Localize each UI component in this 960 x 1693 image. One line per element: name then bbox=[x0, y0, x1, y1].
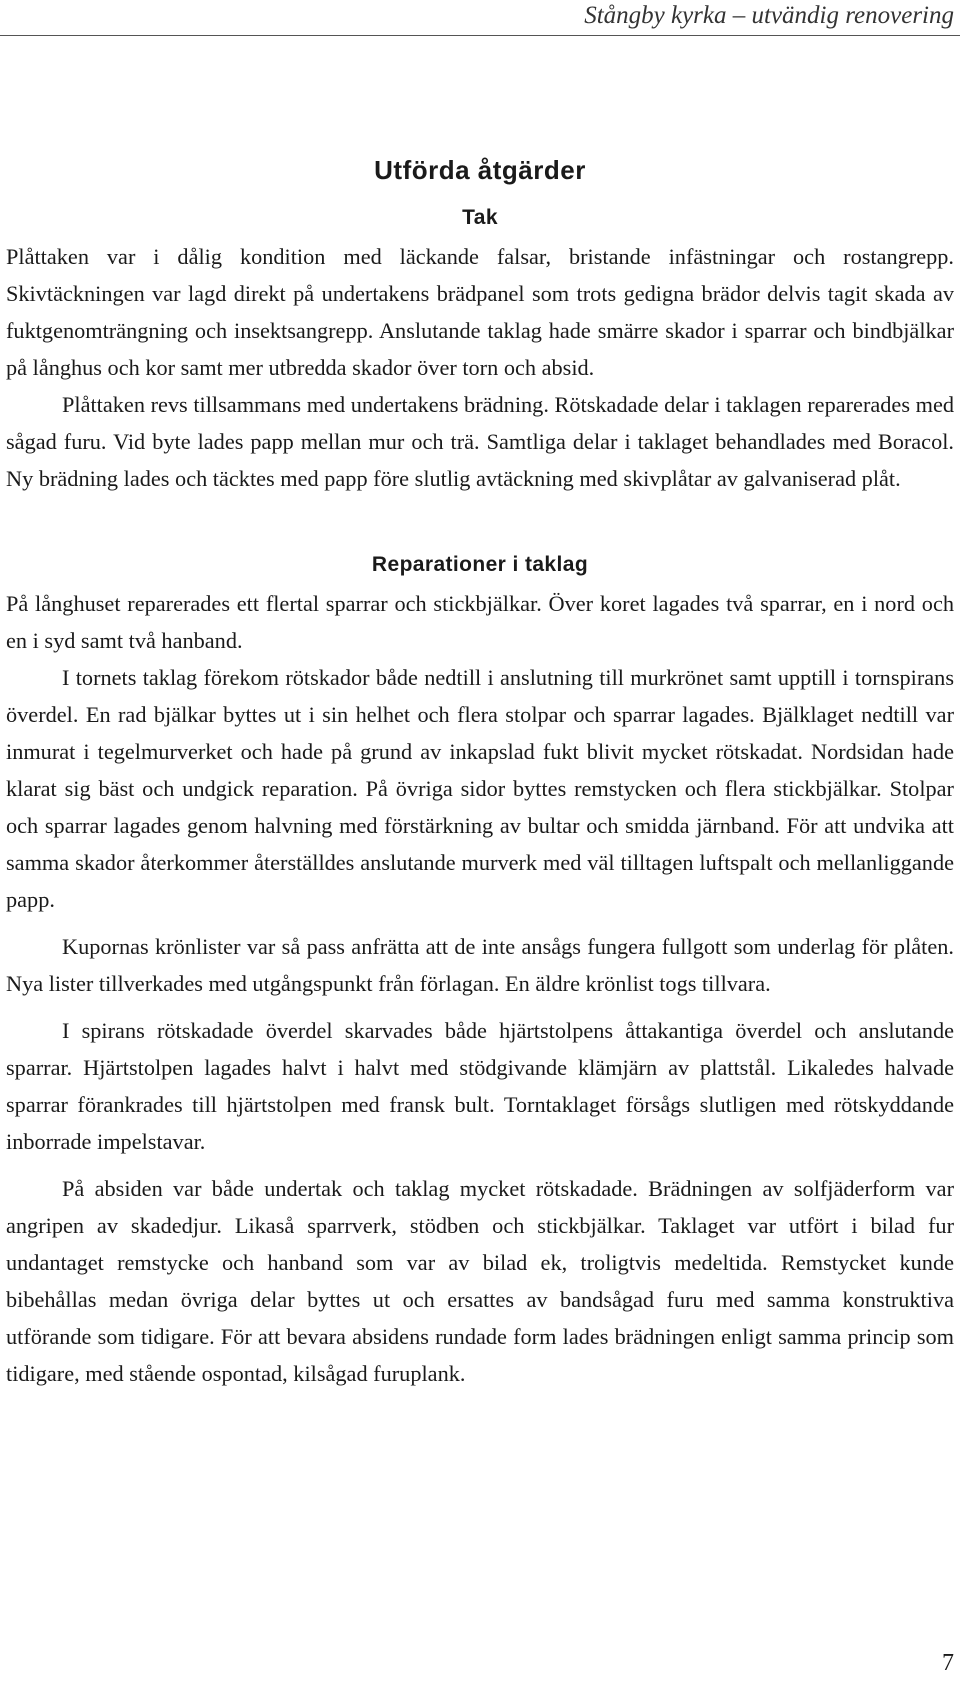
document-body bbox=[6, 150, 954, 1392]
page-title: Utförda åtgärder bbox=[374, 155, 586, 185]
paragraph: Kupornas krönlister var så pass anfrätta att de inte ansågs fungera fullgott som underlag för plåten. Nya lister tillverkades med utgångspunkt från förlagan. En äldre krönlist togs tillvara. bbox=[6, 934, 954, 996]
paragraph: På långhuset reparerades ett flertal sparrar och stickbjälkar. Över koret lagades två sparrar, en i nord och en i syd samt två hanband. bbox=[6, 591, 954, 653]
paragraph: I spirans rötskadade överdel skarvades både hjärtstolpens åttakantiga överdel och anslutande sparrar. Hjärtstolpen lagades halvt i halvt med stödgivande klämjärn av plattstål. Likaledes halvade sparrar förankrades till hjärtstolpen med fransk bult. Torntaklaget försågs slutligen med rötskyddande inborrade impelstavar. bbox=[6, 1018, 954, 1154]
paragraph: Plåttaken revs tillsammans med undertakens brädning. Rötskadade delar i taklagen reparerades med sågad furu. Vid byte lades papp mellan mur och trä. Samtliga delar i taklaget behandlades med Boracol. Ny brädning lades och täcktes med papp före slutlig avtäckning med skivplåtar av galvaniserad plåt. bbox=[6, 392, 954, 491]
section-tak bbox=[6, 204, 954, 497]
paragraph: Plåttaken var i dålig kondition med läckande falsar, bristande infästningar och rostangrepp. Skivtäckningen var lagd direkt på undertakens brädpanel som trots gedigna brädor delvis tagit skada av fuktgenomträngning och insektsangrepp. Anslutande taklag hade smärre skador i sparrar och bindbjälkar på långhus och kor samt mer utbredda skador över torn och absid. bbox=[6, 244, 954, 380]
section-reparationer-i-taklag bbox=[6, 551, 954, 1392]
paragraph: I tornets taklag förekom rötskador både nedtill i anslutning till murkrönet samt upptill i tornspirans överdel. En rad bjälkar byttes ut i sin helhet och flera stolpar och sparrar lagades. Bjälklaget nedtill var inmurat i tegelmurverket och hade på grund av inkapslad fukt blivit mycket rötskadat. Nordsidan hade klarat sig bäst och undgick reparation. På övriga sidor byttes remstycken och flera stickbjälkar. Stolpar och sparrar lagades genom halvning med förstärkning av bultar och smidda järnband. För att undvika att samma skador återkommer återställdes anslutande murverk med väl tilltagen luftspalt och mellanliggande papp. bbox=[6, 665, 954, 912]
page-number: 7 bbox=[942, 1650, 954, 1676]
running-title: Stångby kyrka – utvändig renovering bbox=[584, 2, 954, 29]
running-header bbox=[0, 0, 960, 36]
section-heading-tak: Tak bbox=[462, 206, 498, 229]
section-heading-reparationer: Reparationer i taklag bbox=[371, 553, 589, 576]
paragraph: På absiden var både undertak och taklag mycket rötskadade. Brädningen av solfjäderform var angripen av skadedjur. Likaså sparrverk, stödben och stickbjälkar. Taklaget var utfört i bilad fur undantaget remstycke och hanband som var av bilad ek, troligtvis medeltida. Remstycket kunde bibehållas medan övriga delar byttes ut och ersattes av bandsågad furu med samma konstruktiva utförande som tidigare. För att bevara absidens rundade form lades brädningen enligt samma princip som tidigare, med stående ospontad, kilsågad furuplank. bbox=[6, 1176, 954, 1386]
